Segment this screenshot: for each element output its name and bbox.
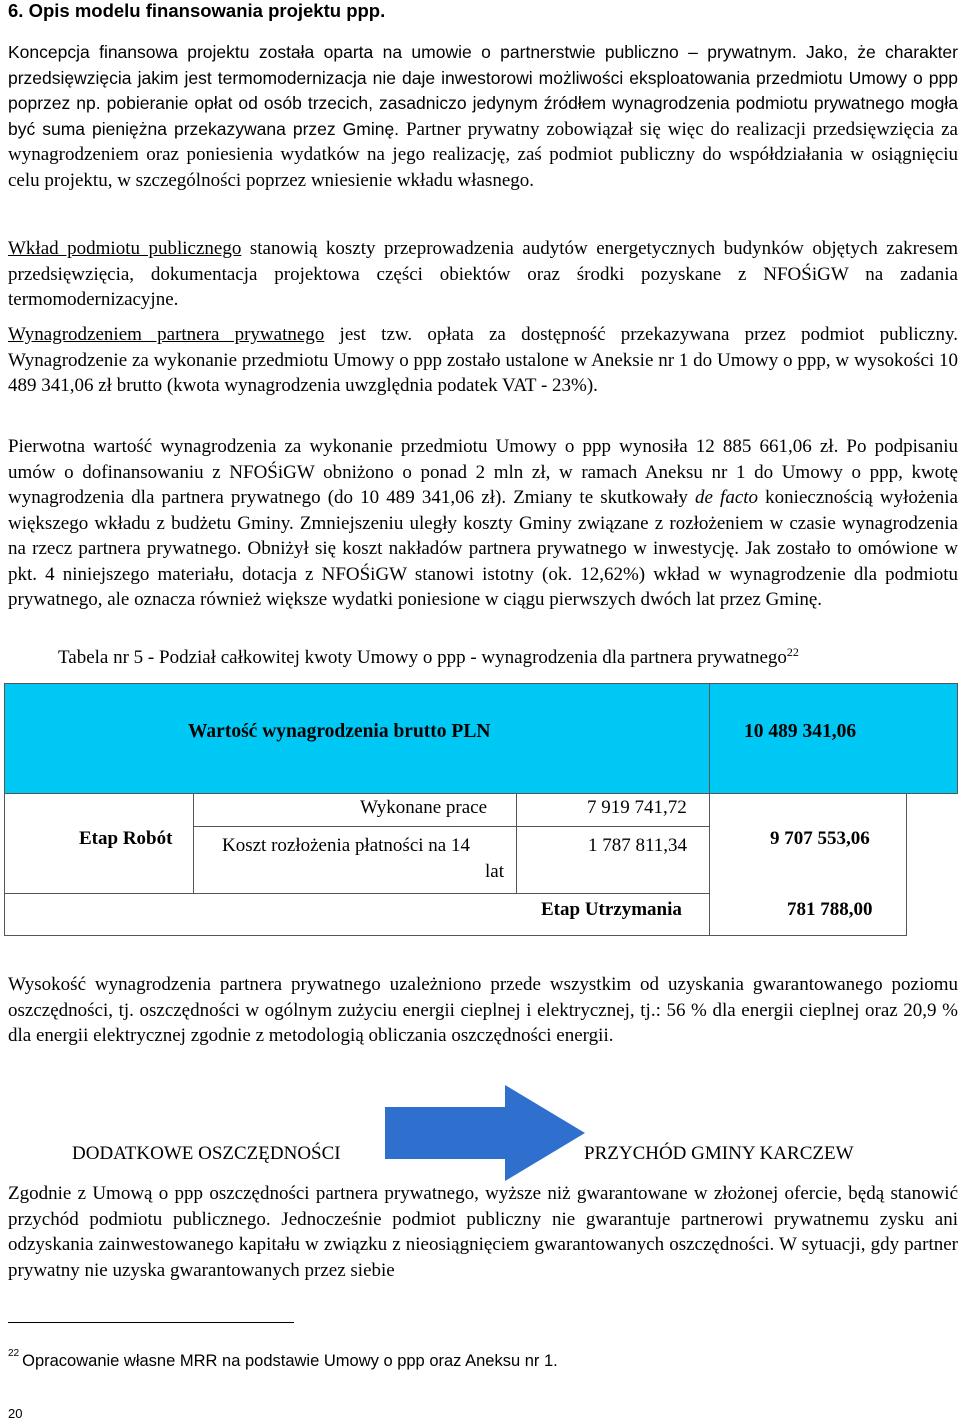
footnote-number: 22 [8, 1348, 20, 1359]
paragraph-serif-part: Partner prywatny zobowiązał się więc do realizacji przedsięwzięcia za wynagrodzeniem oraz poniesienia wydatków na jego realizację, zaś podmiot publiczny do współdziałania w osiągnięciu celu projektu, w szczególności poprzez wniesienie wkładu własnego. [8, 118, 958, 191]
table-cell-koszt-value: 1 787 811,34 [588, 835, 688, 856]
table-cell-koszt-line1: Koszt rozłożenia płatności na 14 [222, 835, 470, 856]
table-divider [4, 893, 710, 894]
table-divider [516, 794, 517, 893]
footnote-text: Opracowanie własne MRR na podstawie Umowy o ppp oraz Aneksu nr 1. [22, 1352, 558, 1370]
underlined-term: Wkład podmiotu publicznego [8, 238, 242, 259]
page-number: 20 [8, 1406, 23, 1421]
table-cell-etap-robot-total: 9 707 553,06 [770, 828, 870, 849]
paragraph-text: stanowią koszty przeprowadzenia audytów energetycznych budynków objętych zakresem przedsięwzięcia, dokumentacja projektowa części obiektów oraz środki pozyskane z NFOŚiGW na zadania termomodernizacyjne. [8, 238, 958, 310]
footnote-separator [8, 1322, 294, 1323]
table-divider [709, 794, 710, 936]
paragraph-text: jest tzw. opłata za dostępność przekazywana przez podmiot publiczny. Wynagrodzenie za wykonanie przedmiotu Umowy o ppp zostało ustalone w Aneksie nr 1 do Umowy o ppp, w wysokości 10 489 341,06 zł brutto (kwota wynagrodzenia uwzględnia podatek VAT - 23%). [8, 324, 959, 396]
table-divider [193, 826, 710, 827]
paragraph-original-value [8, 434, 958, 613]
table-caption [58, 647, 799, 669]
arrow-right-label: PRZYCHÓD GMINY KARCZEW [584, 1143, 854, 1164]
paragraph-text: koniecznością wyłożenia większego wkładu z budżetu Gminy. Zmniejszeniu uległy koszty Gminy związane z rozłożeniem w czasie wynagrodzenia na rzecz partnera prywatnego. Obniżył się koszt nakładów partnera prywatnego w inwestycję. Jak zostało to omówione w pkt. 4 niniejszego materiału, dotacja z NFOŚiGW stanowi istotny (ok. 12,62%) wkład w wynagrodzenie dla podmiotu prywatnego, ale oznacza również większe wydatki poniesione w ciągu pierwszych dwóch lat przez Gminę. [8, 487, 958, 610]
table-header-value: 10 489 341,06 [744, 721, 857, 742]
table-divider [193, 794, 194, 893]
table-cell-wykonane-prace-value: 7 919 741,72 [587, 797, 687, 818]
section-heading: 6. Opis modelu finansowania projektu ppp. [8, 0, 386, 21]
footnote-reference: 22 [786, 645, 799, 659]
table-cell-etap-robot: Etap Robót [79, 828, 173, 849]
paragraph-sans-part: Koncepcja finansowa projektu została oparta na umowie o partnerstwie publiczno – prywatnym. Jako, że charakter przedsięwzięcia jakim jest termomodernizacja nie daje inwestorowi możliwości eksploatowania przedmiotu Umowy o ppp poprzez np. pobieranie opłat od osób trzecich, zasadniczo jedynym źródłem wynagrodzenia podmiotu prywatnego mogła być suma pieniężna przekazywana przez Gminę. [8, 42, 958, 139]
italic-term: de facto [694, 487, 759, 508]
paragraph-additional-savings: Zgodnie z Umową o ppp oszczędności partnera prywatnego, wyższe niż gwarantowane w złożonej ofercie, będą stanowić przychód podmiotu publicznego. Jednocześnie podmiot publiczny nie gwarantuje partnerowi prywatnemu zysku ani odzyskania zainwestowanego kapitału w związku z nieosiągnięciem gwarantowanych oszczędności. W sytuacji, gdy partner prywatny nie uzyska gwarantowanych przez siebie [8, 1183, 958, 1281]
arrow-right-icon [385, 1085, 585, 1181]
footnote [8, 1348, 558, 1371]
table-cell-etap-utrzymania-value: 781 788,00 [787, 899, 873, 920]
paragraph-savings-level: Wysokość wynagrodzenia partnera prywatnego uzależniono przede wszystkim od uzyskania gwarantowanego poziomu oszczędności, tj. oszczędności w ogólnym zużyciu energii cieplnej i elektrycznej, tj.: 56 % dla energii cieplnej oraz 20,9 % dla energii elektrycznej zgodnie z metodologią obliczania oszczędności energii. [8, 974, 958, 1046]
underlined-term: Wynagrodzeniem partnera prywatnego [8, 324, 325, 345]
table-caption-text: Tabela nr 5 - Podział całkowitej kwoty Umowy o ppp - wynagrodzenia dla partnera prywatnego [58, 647, 787, 668]
table-cell-etap-utrzymania: Etap Utrzymania [541, 899, 682, 920]
table-divider [709, 683, 710, 794]
table-header-label: Wartość wynagrodzenia brutto PLN [188, 721, 491, 742]
arrow-left-label: DODATKOWE OSZCZĘDNOŚCI [72, 1143, 341, 1164]
table-cell-wykonane-prace: Wykonane prace [360, 797, 488, 818]
paragraph-public-contribution [8, 236, 958, 313]
paragraph-text: Pierwotna wartość wynagrodzenia za wykonanie przedmiotu Umowy o ppp wynosiła 12 885 661,06 zł. Po podpisaniu umów o dofinansowaniu z NFOŚiGW obniżono o ponad 2 mln zł, w ramach Aneksu nr 1 do Umowy o ppp, kwotę wynagrodzenia dla partnera prywatnego (do 10 489 341,06 zł). Zmiany te skutkowały [8, 436, 958, 508]
paragraph-partner-remuneration [8, 322, 958, 399]
paragraph-financing-concept [8, 40, 958, 193]
arrow-shape [385, 1085, 585, 1181]
table-cell-koszt-line2: lat [485, 861, 504, 882]
